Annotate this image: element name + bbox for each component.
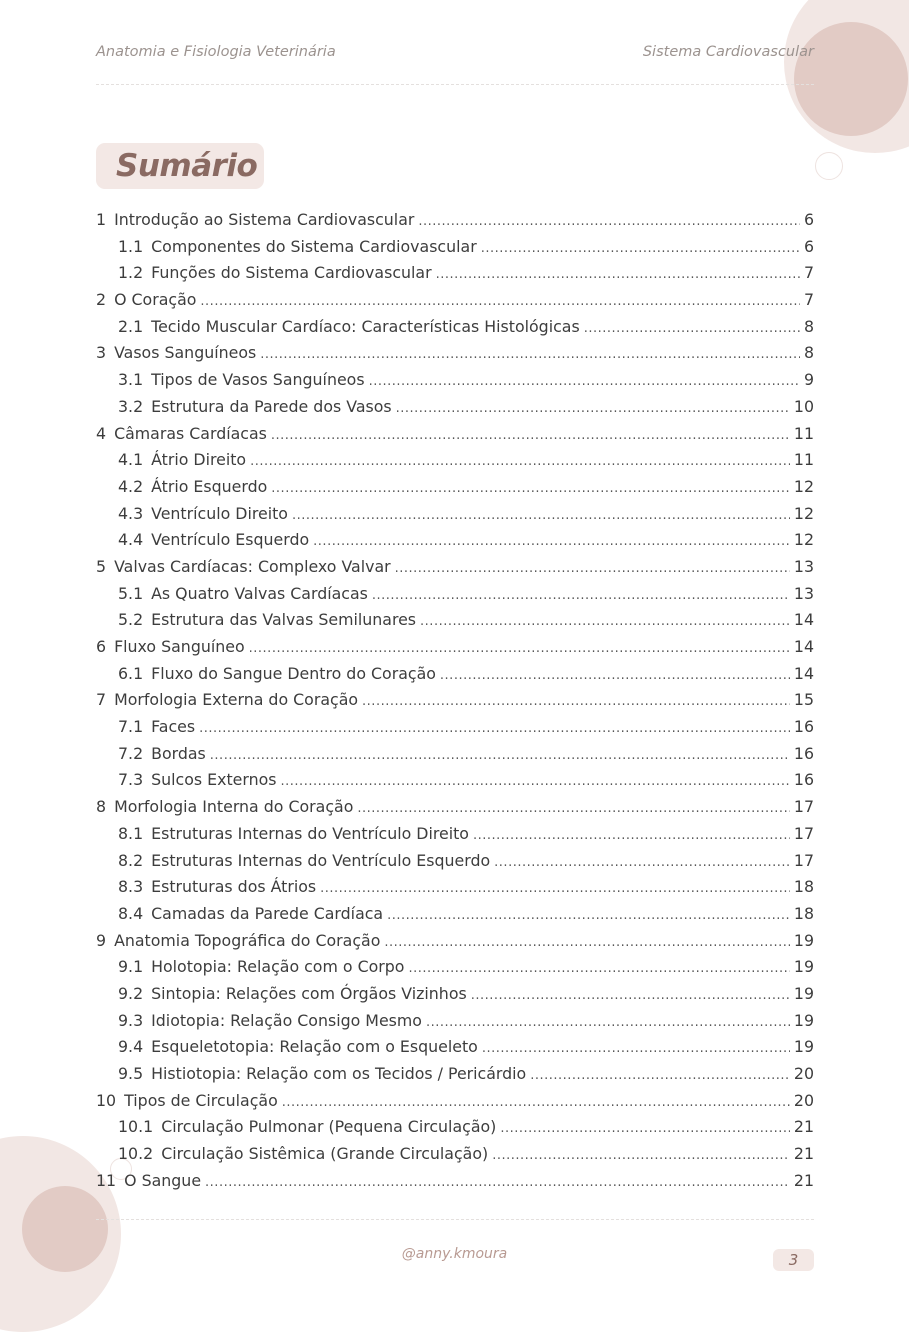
toc-entry[interactable] <box>96 367 814 394</box>
toc-entry-number: 9 <box>96 930 107 950</box>
toc-dot-leader <box>481 236 800 263</box>
toc-entry-number: 4.4 <box>118 530 144 550</box>
toc-entry-number: 5.2 <box>118 610 144 630</box>
toc-entry-page: 6 <box>803 210 814 229</box>
toc-entry[interactable] <box>96 661 814 688</box>
toc-entry-title: Morfologia Externa do Coração <box>114 690 359 710</box>
toc-entry-page: 15 <box>793 690 814 710</box>
toc-entry[interactable] <box>96 394 814 421</box>
toc-entry-page: 19 <box>793 983 814 1003</box>
toc-entry-number: 9.5 <box>118 1064 144 1083</box>
toc-entry-page: 21 <box>793 1117 814 1137</box>
toc-entry[interactable] <box>96 928 814 955</box>
toc-entry-page: 19 <box>793 957 814 977</box>
toc-entry-number: 2 <box>96 290 107 310</box>
toc-entry-title: Introdução ao Sistema Cardiovascular <box>114 210 415 229</box>
toc-dot-leader <box>271 423 790 450</box>
toc-dot-leader <box>320 876 790 903</box>
toc-entry-title: Sulcos Externos <box>151 770 277 790</box>
decorative-ring-top-right <box>815 152 843 180</box>
toc-entry-number: 10.1 <box>118 1117 154 1137</box>
toc-entry[interactable] <box>96 634 814 661</box>
toc-entry-number: 4.2 <box>118 476 144 496</box>
toc-entry-number: 7.3 <box>118 770 144 790</box>
footer-divider <box>96 1219 814 1220</box>
toc-entry[interactable] <box>96 1008 814 1035</box>
toc-dot-leader <box>362 689 790 716</box>
toc-dot-leader <box>282 1090 790 1117</box>
toc-entry-page: 12 <box>793 503 814 523</box>
toc-entry[interactable] <box>96 421 814 448</box>
running-header-chapter-title: Sistema Cardiovascular <box>642 44 814 60</box>
toc-entry-page: 10 <box>793 396 814 416</box>
running-header-book-title: Anatomia e Fisiologia Veterinária <box>96 44 336 60</box>
toc-entry-page: 14 <box>793 663 814 683</box>
toc-entry-title: Ventrículo Direito <box>151 503 288 523</box>
toc-entry-page: 11 <box>793 423 814 443</box>
toc-entry[interactable] <box>96 954 814 981</box>
toc-entry[interactable] <box>96 1034 814 1061</box>
toc-entry-title: Anatomia Topográfica do Coração <box>114 930 381 950</box>
toc-dot-leader <box>281 769 790 796</box>
toc-entry-title: Tecido Muscular Cardíaco: Características Histológicas <box>151 316 580 336</box>
toc-dot-leader <box>210 743 790 770</box>
toc-entry-title: Circulação Pulmonar (Pequena Circulação) <box>161 1117 497 1137</box>
toc-entry-number: 10 <box>96 1090 117 1110</box>
toc-entry[interactable] <box>96 741 814 768</box>
toc-entry-page: 12 <box>793 530 814 550</box>
toc-entry-title: Faces <box>151 717 196 737</box>
toc-entry-number: 8.3 <box>118 877 144 897</box>
toc-dot-leader <box>500 1116 790 1143</box>
toc-entry[interactable] <box>96 767 814 794</box>
toc-dot-leader <box>199 716 790 743</box>
toc-entry-title: Fluxo Sanguíneo <box>114 637 245 656</box>
toc-entry-number: 8.2 <box>118 850 144 870</box>
toc-dot-leader <box>396 396 790 423</box>
toc-entry-title: Vasos Sanguíneos <box>114 343 257 363</box>
toc-dot-leader <box>205 1170 790 1197</box>
toc-entry-number: 2.1 <box>118 316 144 336</box>
toc-entry-page: 17 <box>793 850 814 870</box>
toc-dot-leader <box>418 209 800 236</box>
toc-dot-leader <box>369 369 800 396</box>
toc-entry-title: Fluxo do Sangue Dentro do Coração <box>151 663 436 683</box>
toc-entry-page: 14 <box>793 637 814 656</box>
toc-entry-page: 11 <box>793 450 814 470</box>
toc-entry[interactable] <box>96 607 814 634</box>
toc-entry[interactable] <box>96 554 814 581</box>
toc-entry[interactable] <box>96 687 814 714</box>
toc-entry-number: 5.1 <box>118 583 144 603</box>
toc-entry[interactable] <box>96 260 814 287</box>
toc-entry[interactable] <box>96 794 814 821</box>
toc-entry[interactable] <box>96 714 814 741</box>
toc-dot-leader <box>494 850 790 877</box>
toc-entry-page: 19 <box>793 1037 814 1057</box>
toc-entry[interactable] <box>96 581 814 608</box>
toc-entry-title: O Coração <box>114 290 197 310</box>
toc-entry-page: 13 <box>793 556 814 576</box>
toc-entry-title: Câmaras Cardíacas <box>114 423 267 443</box>
toc-entry-number: 9.2 <box>118 983 144 1003</box>
toc-entry-page: 21 <box>793 1144 814 1164</box>
toc-entry-title: Tipos de Circulação <box>124 1090 278 1110</box>
toc-entry-title: Estruturas dos Átrios <box>151 877 317 897</box>
toc-entry-number: 1 <box>96 210 107 229</box>
toc-entry[interactable] <box>96 314 814 341</box>
toc-entry[interactable] <box>96 527 814 554</box>
toc-entry-title: Estrutura da Parede dos Vasos <box>151 396 392 416</box>
toc-dot-leader <box>530 1063 790 1090</box>
toc-entry-title: Morfologia Interna do Coração <box>114 797 354 817</box>
header-divider <box>96 84 814 85</box>
toc-entry[interactable] <box>96 207 814 234</box>
toc-entry-number: 9.4 <box>118 1037 144 1057</box>
toc-entry-page: 8 <box>803 316 814 336</box>
toc-entry-title: Tipos de Vasos Sanguíneos <box>151 370 365 390</box>
page-number-badge: 3 <box>773 1249 814 1271</box>
toc-entry-page: 6 <box>803 236 814 256</box>
toc-entry-title: Estruturas Internas do Ventrículo Esquerdo <box>151 850 491 870</box>
toc-entry-title: Componentes do Sistema Cardiovascular <box>151 236 477 256</box>
toc-entry-number: 8.1 <box>118 823 144 843</box>
toc-entry-title: Idiotopia: Relação Consigo Mesmo <box>151 1010 422 1030</box>
toc-entry-page: 20 <box>793 1090 814 1110</box>
toc-entry[interactable] <box>96 821 814 848</box>
toc-entry-title: As Quatro Valvas Cardíacas <box>151 583 368 603</box>
toc-dot-leader <box>250 449 790 476</box>
author-handle: @anny.kmoura <box>401 1246 508 1262</box>
toc-entry[interactable] <box>96 848 814 875</box>
toc-dot-leader <box>271 476 790 503</box>
toc-entry-number: 11 <box>96 1170 117 1190</box>
toc-entry[interactable] <box>96 981 814 1008</box>
toc-entry-number: 7.1 <box>118 717 144 737</box>
toc-entry-title: Camadas da Parede Cardíaca <box>151 903 384 923</box>
toc-entry-page: 20 <box>793 1064 814 1083</box>
table-of-contents <box>96 207 814 1194</box>
toc-entry[interactable] <box>96 234 814 261</box>
toc-entry[interactable] <box>96 1088 814 1115</box>
toc-dot-leader <box>357 796 790 823</box>
toc-entry-page: 17 <box>793 797 814 817</box>
toc-entry-page: 19 <box>793 930 814 950</box>
toc-entry-number: 9.3 <box>118 1010 144 1030</box>
toc-entry-number: 4.3 <box>118 503 144 523</box>
toc-entry-page: 21 <box>793 1170 814 1190</box>
toc-entry-page: 18 <box>793 903 814 923</box>
toc-entry-number: 1.1 <box>118 236 144 256</box>
toc-dot-leader <box>249 636 790 663</box>
toc-entry-title: Valvas Cardíacas: Complexo Valvar <box>114 556 391 576</box>
toc-entry-page: 7 <box>803 290 814 310</box>
toc-dot-leader <box>471 983 790 1010</box>
toc-entry[interactable] <box>96 901 814 928</box>
toc-entry-page: 17 <box>793 823 814 843</box>
toc-entry-title: Átrio Direito <box>151 450 247 470</box>
toc-dot-leader <box>313 529 790 556</box>
toc-entry-title: Sintopia: Relações com Órgãos Vizinhos <box>151 983 467 1003</box>
toc-entry-page: 8 <box>803 343 814 363</box>
toc-dot-leader <box>384 930 790 957</box>
toc-entry-number: 6 <box>96 637 107 656</box>
toc-entry-number: 7 <box>96 690 107 710</box>
toc-entry-page: 12 <box>793 476 814 496</box>
toc-entry-number: 8.4 <box>118 903 144 923</box>
toc-entry-number: 9.1 <box>118 957 144 977</box>
toc-dot-leader <box>408 956 789 983</box>
toc-dot-leader <box>473 823 790 850</box>
toc-entry-page: 9 <box>803 370 814 390</box>
toc-entry[interactable] <box>96 1114 814 1141</box>
toc-entry-page: 16 <box>793 743 814 763</box>
toc-entry-title: Estruturas Internas do Ventrículo Direito <box>151 823 469 843</box>
toc-entry-number: 3 <box>96 343 107 363</box>
toc-dot-leader <box>482 1036 790 1063</box>
toc-entry[interactable] <box>96 287 814 314</box>
toc-entry-title: Holotopia: Relação com o Corpo <box>151 957 405 977</box>
toc-dot-leader <box>584 316 800 343</box>
toc-entry-title: O Sangue <box>124 1170 202 1190</box>
toc-entry-page: 16 <box>793 770 814 790</box>
toc-entry-title: Funções do Sistema Cardiovascular <box>151 263 432 283</box>
toc-dot-leader <box>436 262 800 289</box>
toc-entry-page: 7 <box>803 263 814 283</box>
toc-dot-leader <box>440 663 790 690</box>
toc-entry-number: 6.1 <box>118 663 144 683</box>
toc-entry-number: 10.2 <box>118 1144 154 1164</box>
decorative-circle-top-right-inner <box>794 22 908 136</box>
toc-dot-leader <box>420 609 790 636</box>
toc-entry-page: 18 <box>793 877 814 897</box>
toc-entry-number: 7.2 <box>118 743 144 763</box>
toc-entry[interactable] <box>96 447 814 474</box>
toc-entry[interactable] <box>96 1168 814 1195</box>
toc-entry-number: 1.2 <box>118 263 144 283</box>
toc-entry-page: 16 <box>793 717 814 737</box>
toc-dot-leader <box>260 342 800 369</box>
toc-entry-page: 14 <box>793 610 814 630</box>
toc-entry-title: Estrutura das Valvas Semilunares <box>151 610 417 630</box>
toc-entry-number: 8 <box>96 797 107 817</box>
toc-entry[interactable] <box>96 1141 814 1168</box>
toc-dot-leader <box>372 583 790 610</box>
toc-entry-title: Átrio Esquerdo <box>151 476 268 496</box>
toc-entry-number: 4.1 <box>118 450 144 470</box>
toc-entry-number: 3.2 <box>118 396 144 416</box>
toc-entry[interactable] <box>96 1061 814 1088</box>
toc-entry[interactable] <box>96 340 814 367</box>
toc-entry-title: Ventrículo Esquerdo <box>151 530 310 550</box>
toc-dot-leader <box>387 903 790 930</box>
toc-entry-title: Esqueletotopia: Relação com o Esqueleto <box>151 1037 478 1057</box>
toc-entry-number: 4 <box>96 423 107 443</box>
toc-entry-number: 3.1 <box>118 370 144 390</box>
toc-entry-title: Circulação Sistêmica (Grande Circulação) <box>161 1144 489 1164</box>
toc-entry[interactable] <box>96 874 814 901</box>
toc-entry-title: Bordas <box>151 743 206 763</box>
toc-dot-leader <box>200 289 800 316</box>
toc-dot-leader <box>395 556 790 583</box>
toc-entry[interactable] <box>96 474 814 501</box>
page-title: Sumário <box>116 148 258 184</box>
toc-entry-number: 5 <box>96 556 107 576</box>
toc-entry-page: 13 <box>793 583 814 603</box>
toc-entry-page: 19 <box>793 1010 814 1030</box>
toc-dot-leader <box>426 1010 790 1037</box>
toc-dot-leader <box>492 1143 790 1170</box>
toc-entry[interactable] <box>96 501 814 528</box>
toc-entry-title: Histiotopia: Relação com os Tecidos / Pericárdio <box>151 1064 527 1083</box>
toc-dot-leader <box>292 503 790 530</box>
